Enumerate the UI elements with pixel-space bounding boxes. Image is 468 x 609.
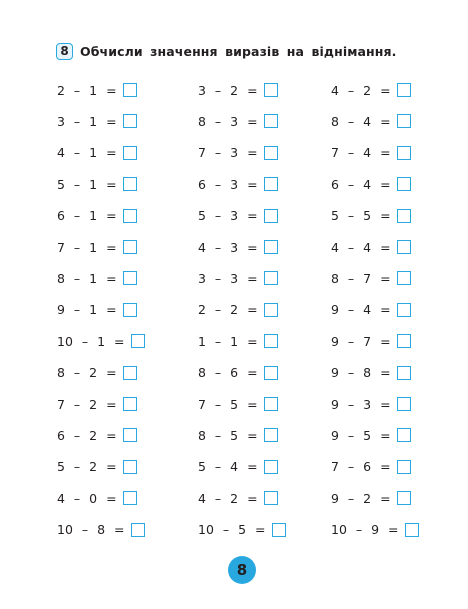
expression-row bbox=[57, 174, 137, 194]
expression-text: 4 – 4 = bbox=[331, 239, 391, 255]
answer-box[interactable] bbox=[397, 177, 411, 191]
answer-box[interactable] bbox=[123, 209, 137, 223]
expression-text: 7 – 6 = bbox=[331, 459, 391, 475]
answer-box[interactable] bbox=[397, 240, 411, 254]
expression-row bbox=[331, 520, 419, 540]
expression-row bbox=[331, 457, 411, 477]
expression-text: 9 – 4 = bbox=[331, 302, 391, 318]
expression-text: 3 – 3 = bbox=[198, 270, 258, 286]
expression-text: 4 – 1 = bbox=[57, 145, 117, 161]
expression-text: 7 – 5 = bbox=[198, 396, 258, 412]
expression-row bbox=[331, 300, 411, 320]
expression-text: 7 – 3 = bbox=[198, 145, 258, 161]
expression-text: 4 – 2 = bbox=[331, 82, 391, 98]
expression-text: 9 – 5 = bbox=[331, 427, 391, 443]
expression-text: 8 – 7 = bbox=[331, 270, 391, 286]
answer-box[interactable] bbox=[264, 366, 278, 380]
answer-box[interactable] bbox=[264, 271, 278, 285]
expression-row bbox=[331, 206, 411, 226]
expression-row bbox=[331, 363, 411, 383]
expression-text: 6 – 4 = bbox=[331, 176, 391, 192]
answer-box[interactable] bbox=[397, 460, 411, 474]
expression-row bbox=[57, 394, 137, 414]
answer-box[interactable] bbox=[123, 271, 137, 285]
expression-row bbox=[198, 331, 278, 351]
expression-row bbox=[331, 268, 411, 288]
expression-text: 4 – 2 = bbox=[198, 490, 258, 506]
expression-text: 7 – 2 = bbox=[57, 396, 117, 412]
expression-text: 3 – 1 = bbox=[57, 113, 117, 129]
expression-row bbox=[198, 111, 278, 131]
expression-text: 8 – 6 = bbox=[198, 365, 258, 381]
expression-row bbox=[57, 488, 137, 508]
expression-row bbox=[57, 425, 137, 445]
expression-row bbox=[331, 111, 411, 131]
answer-box[interactable] bbox=[397, 334, 411, 348]
expression-text: 4 – 3 = bbox=[198, 239, 258, 255]
answer-box[interactable] bbox=[405, 523, 419, 537]
answer-box[interactable] bbox=[264, 334, 278, 348]
expression-text: 5 – 1 = bbox=[57, 176, 117, 192]
task-instruction: Обчисли значення виразів на віднімання. bbox=[80, 43, 397, 59]
expression-text: 6 – 2 = bbox=[57, 427, 117, 443]
task-header bbox=[56, 40, 397, 62]
expression-row bbox=[198, 237, 278, 257]
expression-row bbox=[198, 268, 278, 288]
expression-row bbox=[198, 520, 286, 540]
answer-box[interactable] bbox=[397, 428, 411, 442]
answer-box[interactable] bbox=[397, 303, 411, 317]
expression-row bbox=[57, 206, 137, 226]
expression-row bbox=[198, 457, 278, 477]
answer-box[interactable] bbox=[123, 397, 137, 411]
answer-box[interactable] bbox=[264, 303, 278, 317]
expression-text: 7 – 1 = bbox=[57, 239, 117, 255]
expression-text: 6 – 3 = bbox=[198, 176, 258, 192]
expression-text: 5 – 3 = bbox=[198, 208, 258, 224]
expression-text: 10 – 9 = bbox=[331, 522, 399, 538]
answer-box[interactable] bbox=[272, 523, 286, 537]
answer-box[interactable] bbox=[123, 366, 137, 380]
answer-box[interactable] bbox=[264, 177, 278, 191]
expression-text: 3 – 2 = bbox=[198, 82, 258, 98]
answer-box[interactable] bbox=[397, 114, 411, 128]
answer-box[interactable] bbox=[123, 491, 137, 505]
expression-row bbox=[57, 268, 137, 288]
task-number: 8 bbox=[60, 44, 69, 58]
expression-row bbox=[331, 331, 411, 351]
answer-box[interactable] bbox=[264, 146, 278, 160]
expression-text: 6 – 1 = bbox=[57, 208, 117, 224]
expression-text: 8 – 1 = bbox=[57, 270, 117, 286]
expression-row bbox=[331, 143, 411, 163]
answer-box[interactable] bbox=[264, 114, 278, 128]
expression-text: 8 – 2 = bbox=[57, 365, 117, 381]
expression-row bbox=[57, 331, 145, 351]
answer-box[interactable] bbox=[264, 491, 278, 505]
expression-row bbox=[57, 237, 137, 257]
expression-row bbox=[57, 111, 137, 131]
expression-text: 10 – 5 = bbox=[198, 522, 266, 538]
expression-text: 5 – 4 = bbox=[198, 459, 258, 475]
answer-box[interactable] bbox=[397, 397, 411, 411]
expression-text: 8 – 5 = bbox=[198, 427, 258, 443]
answer-box[interactable] bbox=[123, 460, 137, 474]
expression-text: 1 – 1 = bbox=[198, 333, 258, 349]
expression-row bbox=[331, 237, 411, 257]
answer-box[interactable] bbox=[123, 146, 137, 160]
expression-text: 9 – 2 = bbox=[331, 490, 391, 506]
expression-row bbox=[198, 143, 278, 163]
expression-row bbox=[198, 425, 278, 445]
expression-text: 9 – 7 = bbox=[331, 333, 391, 349]
expression-row bbox=[57, 80, 137, 100]
answer-box[interactable] bbox=[264, 209, 278, 223]
answer-box[interactable] bbox=[397, 366, 411, 380]
expression-row bbox=[198, 300, 278, 320]
expression-row bbox=[198, 488, 278, 508]
expression-row bbox=[198, 80, 278, 100]
expression-row bbox=[331, 80, 411, 100]
expression-text: 7 – 4 = bbox=[331, 145, 391, 161]
expression-text: 9 – 3 = bbox=[331, 396, 391, 412]
answer-box[interactable] bbox=[397, 146, 411, 160]
expression-row bbox=[331, 394, 411, 414]
expression-row bbox=[331, 174, 411, 194]
expression-row bbox=[331, 425, 411, 445]
expression-text: 9 – 8 = bbox=[331, 365, 391, 381]
task-number-badge bbox=[56, 43, 73, 60]
expression-text: 9 – 1 = bbox=[57, 302, 117, 318]
page-number-badge bbox=[228, 556, 256, 584]
expression-row bbox=[57, 520, 145, 540]
answer-box[interactable] bbox=[131, 334, 145, 348]
answer-box[interactable] bbox=[264, 397, 278, 411]
answer-box[interactable] bbox=[397, 271, 411, 285]
expression-text: 5 – 5 = bbox=[331, 208, 391, 224]
answer-box[interactable] bbox=[397, 209, 411, 223]
expression-text: 10 – 1 = bbox=[57, 333, 125, 349]
answer-box[interactable] bbox=[123, 303, 137, 317]
expression-row bbox=[198, 363, 278, 383]
expression-text: 8 – 4 = bbox=[331, 113, 391, 129]
answer-box[interactable] bbox=[397, 83, 411, 97]
expression-row bbox=[198, 394, 278, 414]
expression-row bbox=[57, 457, 137, 477]
answer-box[interactable] bbox=[397, 491, 411, 505]
expression-row bbox=[57, 143, 137, 163]
answer-box[interactable] bbox=[123, 177, 137, 191]
answer-box[interactable] bbox=[264, 428, 278, 442]
answer-box[interactable] bbox=[264, 83, 278, 97]
expression-row bbox=[57, 300, 137, 320]
expression-row bbox=[198, 206, 278, 226]
expression-row bbox=[57, 363, 137, 383]
expression-text: 8 – 3 = bbox=[198, 113, 258, 129]
expression-text: 5 – 2 = bbox=[57, 459, 117, 475]
answer-box[interactable] bbox=[123, 83, 137, 97]
expression-text: 4 – 0 = bbox=[57, 490, 117, 506]
expression-text: 2 – 1 = bbox=[57, 82, 117, 98]
expression-row bbox=[198, 174, 278, 194]
answer-box[interactable] bbox=[264, 240, 278, 254]
answer-box[interactable] bbox=[123, 428, 137, 442]
answer-box[interactable] bbox=[131, 523, 145, 537]
expression-text: 10 – 8 = bbox=[57, 522, 125, 538]
page-number: 8 bbox=[236, 561, 248, 579]
answer-box[interactable] bbox=[123, 240, 137, 254]
expression-text: 2 – 2 = bbox=[198, 302, 258, 318]
answer-box[interactable] bbox=[123, 114, 137, 128]
expression-row bbox=[331, 488, 411, 508]
answer-box[interactable] bbox=[264, 460, 278, 474]
